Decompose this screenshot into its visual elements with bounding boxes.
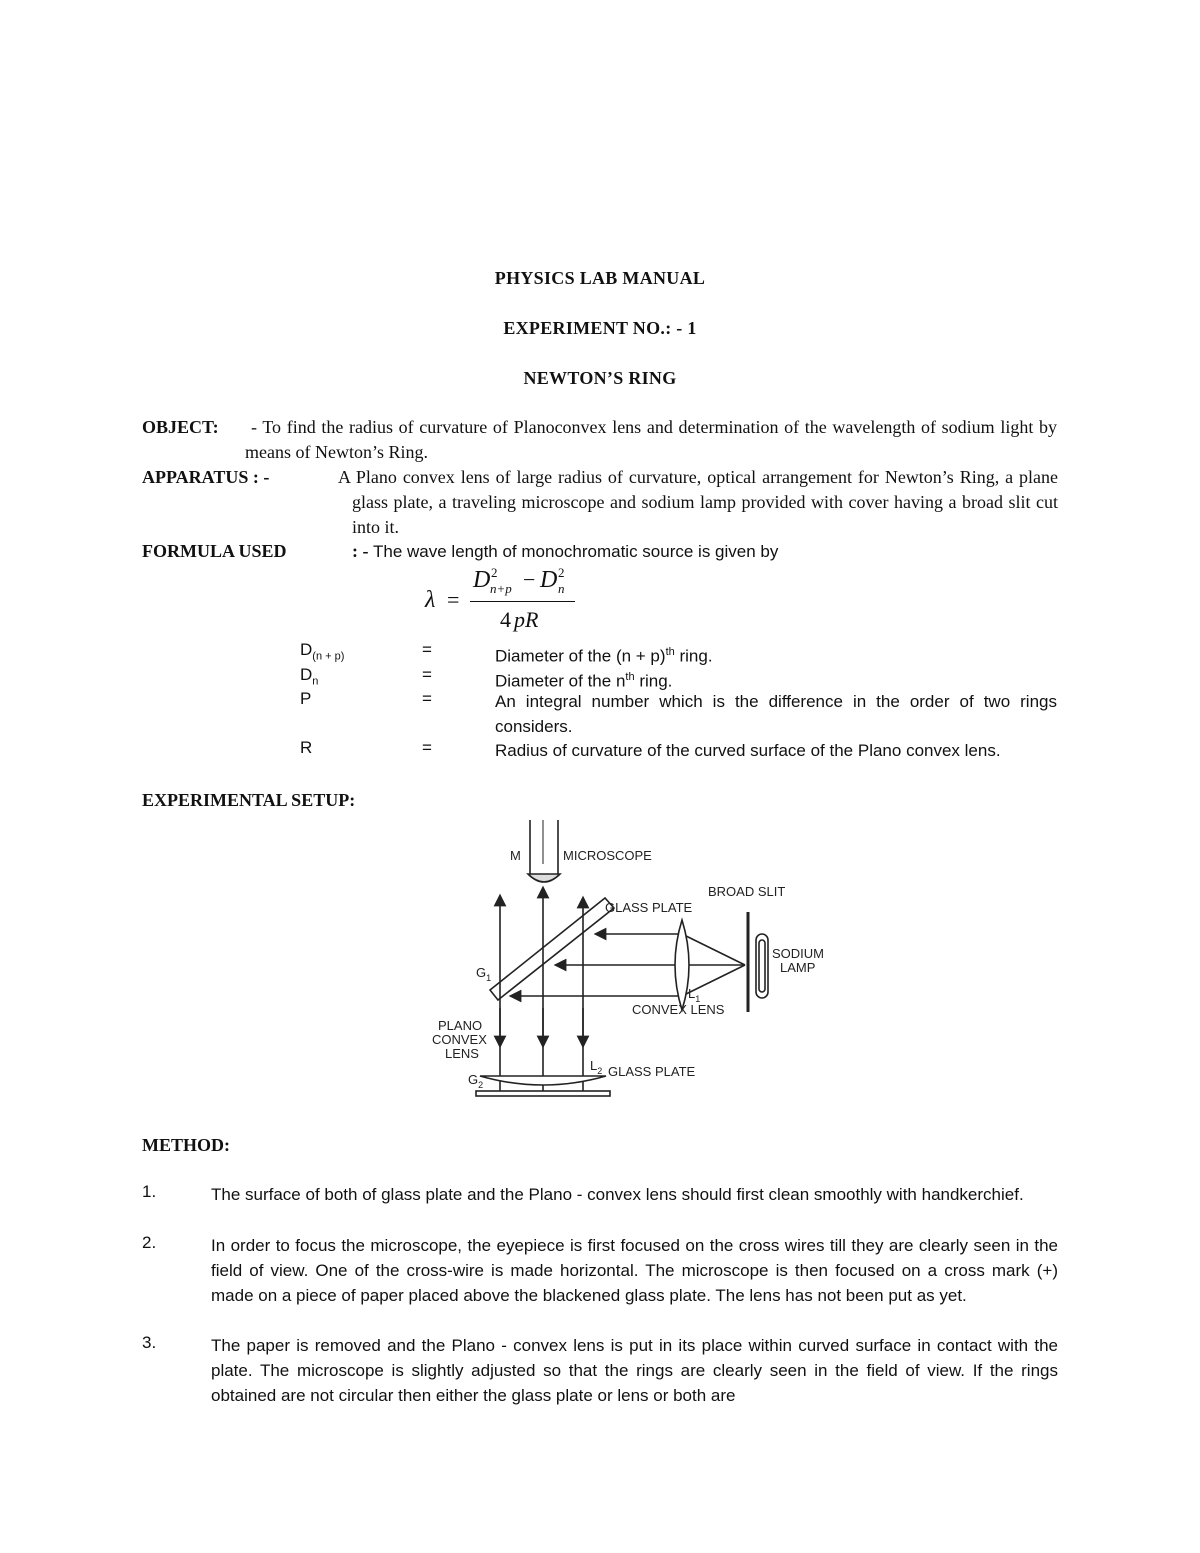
manual-title: PHYSICS LAB MANUAL bbox=[494, 268, 706, 288]
wavelength-formula bbox=[420, 565, 600, 640]
formula-label: FORMULA USED bbox=[142, 541, 287, 561]
definition-symbol: R bbox=[300, 738, 313, 757]
definition-symbol bbox=[300, 665, 318, 687]
experiment-number: EXPERIMENT NO.: - 1 bbox=[503, 318, 697, 338]
description-text-end: ring. bbox=[634, 671, 673, 691]
label-plano: PLANO bbox=[438, 1018, 483, 1033]
fraction-bar bbox=[470, 601, 575, 602]
method-step-number: 3. bbox=[142, 1333, 157, 1352]
label-g2: $G_2$ bbox=[468, 1072, 484, 1090]
label-lamp: LAMP bbox=[780, 960, 816, 975]
object-text bbox=[245, 415, 1057, 465]
object-text-content: - To find the radius of curvature of Planoconvex lens and determination of the wavelength of sodium light by means of Newton’s Ring. bbox=[245, 417, 1057, 462]
plano-convex-lens-l2 bbox=[480, 1076, 606, 1085]
formula-intro-text: The wave length of monochromatic source is given by bbox=[373, 542, 779, 561]
method-step-number: 2. bbox=[142, 1233, 157, 1252]
formula-sup-np: 2 bbox=[491, 565, 498, 580]
description-superscript: th bbox=[625, 671, 635, 683]
method-label: METHOD: bbox=[142, 1135, 230, 1155]
microscope-objective bbox=[528, 874, 560, 882]
glass-plate-g2 bbox=[476, 1091, 610, 1096]
definition-equals: = bbox=[422, 689, 432, 708]
method-step-number: 1. bbox=[142, 1182, 157, 1201]
formula-intro bbox=[352, 539, 778, 564]
label-microscope: MICROSCOPE bbox=[563, 848, 652, 863]
sodium-lamp-filament bbox=[759, 940, 765, 992]
label-convex-lens: CONVEX LENS bbox=[632, 1002, 725, 1017]
definition-symbol bbox=[300, 640, 344, 662]
label-lens: LENS bbox=[445, 1046, 479, 1061]
label-glass-plate-top: GLASS PLATE bbox=[605, 900, 693, 915]
experiment-title: NEWTON’S RING bbox=[523, 368, 677, 388]
definition-symbol: P bbox=[300, 689, 312, 708]
formula-denominator-coef: 4 bbox=[500, 607, 511, 632]
formula-equals: = bbox=[447, 587, 460, 612]
newtons-ring-setup-diagram bbox=[400, 812, 860, 1112]
formula-minus: − bbox=[523, 567, 536, 592]
formula-sub-np: n+p bbox=[490, 581, 512, 596]
symbol-letter: D bbox=[300, 640, 313, 659]
sodium-lamp-bulb bbox=[756, 934, 768, 998]
label-glass-plate-bottom: GLASS PLATE bbox=[608, 1064, 696, 1079]
symbol-subscript: n bbox=[312, 675, 319, 688]
label-broad-slit: BROAD SLIT bbox=[708, 884, 786, 899]
formula-denominator-vars: pR bbox=[514, 607, 539, 632]
label-l2: $L_2$ bbox=[590, 1058, 603, 1076]
description-text: Diameter of the (n + p) bbox=[495, 646, 666, 666]
method-step-text: The paper is removed and the Plano - convex lens is put in its place within curved surface in contact with the plate. The microscope is slightly adjusted so that the rings are clearly seen in the field of view. If the rings obtained are not circular then either the glass plate or lens or both are bbox=[211, 1336, 1058, 1405]
glass-plate-g1 bbox=[490, 898, 614, 1000]
formula-lambda: λ bbox=[425, 587, 436, 613]
definition-equals: = bbox=[422, 738, 432, 757]
formula-sup-n: 2 bbox=[558, 565, 565, 580]
method-step-text: The surface of both of glass plate and the Plano - convex lens should first clean smoothly with handkerchief. bbox=[211, 1185, 1024, 1204]
formula-sub-n: n bbox=[558, 581, 565, 596]
definition-description: An integral number which is the difference in the order of two rings considers. bbox=[495, 692, 1057, 736]
label-m: M bbox=[510, 848, 521, 863]
definition-description: Radius of curvature of the curved surface of the Plano convex lens. bbox=[495, 741, 1001, 760]
apparatus-text: A Plano convex lens of large radius of curvature, optical arrangement for Newton’s Ring, a plane glass plate, a traveling microscope and sodium lamp provided with cover having a broad slit cut into it. bbox=[338, 467, 1058, 537]
formula-d-n: D bbox=[540, 567, 558, 593]
symbol-subscript: (n + p) bbox=[312, 650, 345, 663]
formula-d-np: D bbox=[473, 567, 491, 593]
definition-equals: = bbox=[422, 665, 432, 684]
description-text: Diameter of the n bbox=[495, 671, 626, 691]
label-g1: $G_1$ bbox=[476, 965, 492, 983]
description-text-end: ring. bbox=[674, 646, 713, 666]
setup-label: EXPERIMENTAL SETUP: bbox=[142, 790, 356, 810]
description-superscript: th bbox=[665, 646, 675, 658]
label-sodium: SODIUM bbox=[772, 946, 824, 961]
symbol-letter: D bbox=[300, 665, 313, 684]
method-step-text: In order to focus the microscope, the eyepiece is first focused on the cross wires till they are clearly seen in the field of view. One of the cross-wire is made horizontal. The microscope is then focused on a cross mark (+) made on a piece of paper placed above the blackened glass plate. The lens has not been put as yet. bbox=[211, 1236, 1058, 1305]
ray-lamp-top bbox=[682, 934, 745, 965]
definition-equals: = bbox=[422, 640, 432, 659]
label-convex: CONVEX bbox=[432, 1032, 487, 1047]
object-label: OBJECT: bbox=[142, 417, 219, 437]
label-l1: $L_1$ bbox=[688, 986, 701, 1004]
apparatus-label: APPARATUS : - bbox=[142, 467, 270, 487]
formula-separator: : - bbox=[352, 541, 369, 561]
